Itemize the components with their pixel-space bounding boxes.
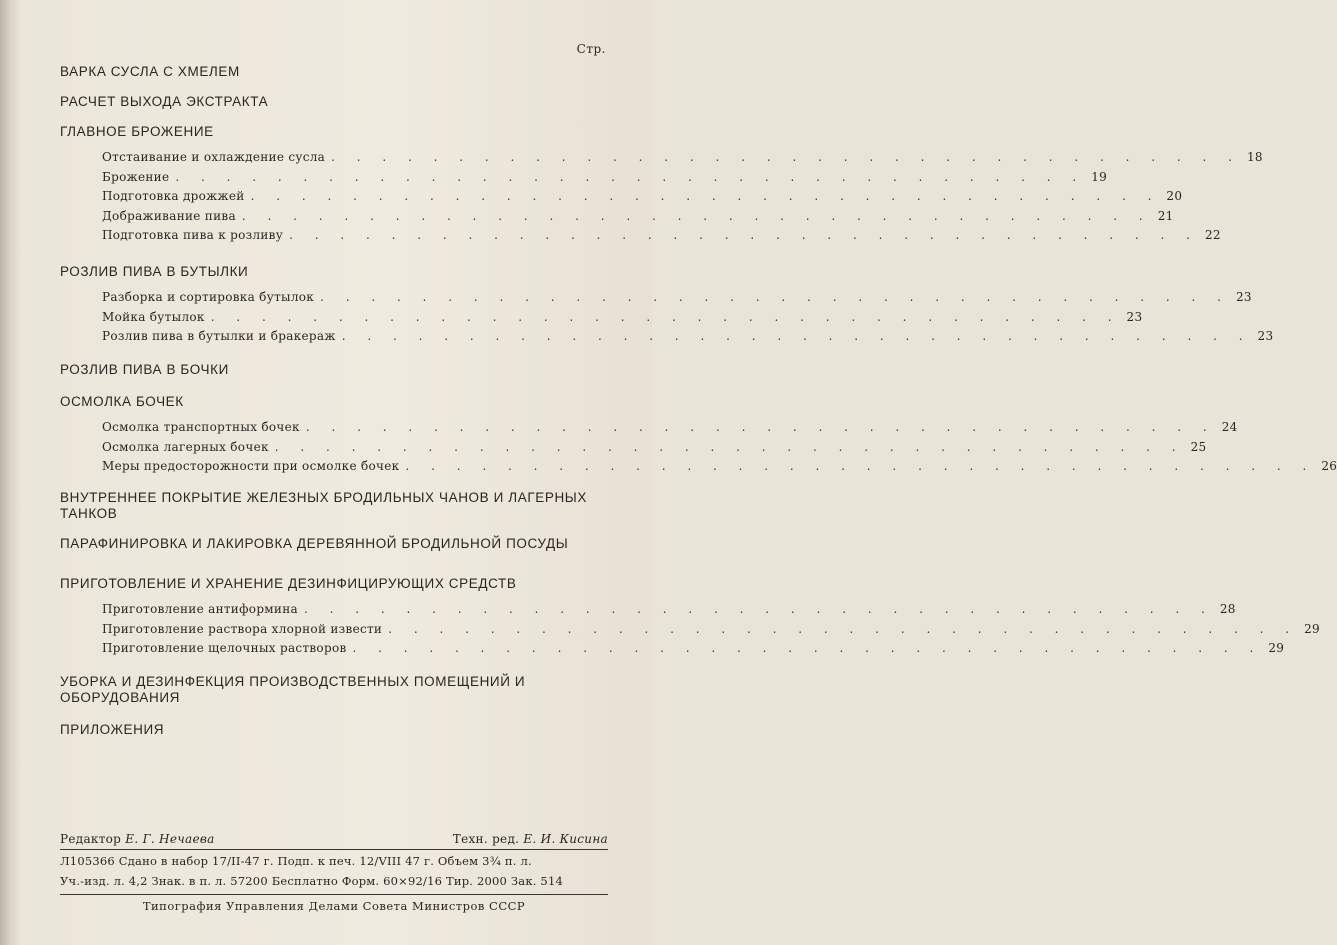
page-column-label: Стр. (576, 42, 606, 56)
imprint-line-1: Л105366 Сдано в набор 17/II-47 г. Подп. к печ. 12/VIII 47 г. Объем 3¾ п. л. (60, 854, 532, 868)
toc-section-title[interactable]: ВАРКА СУСЛА С ХМЕЛЕМ (60, 64, 240, 79)
toc-subsection-list (60, 600, 1320, 659)
toc-entry-page-number: 23 (1257, 329, 1274, 343)
tech-editor (453, 832, 608, 846)
toc-section (60, 394, 1337, 477)
toc-entry-page-number: 28 (1219, 602, 1236, 616)
toc-entry[interactable] (60, 168, 1108, 188)
toc-entry-page-number: 23 (1235, 290, 1252, 304)
editors-line (60, 832, 608, 850)
toc-entry[interactable] (60, 187, 1183, 207)
toc-section-title[interactable]: УБОРКА И ДЕЗИНФЕКЦИЯ ПРОИЗВОДСТВЕННЫХ ПОМЕЩЕНИЙ И ОБОРУДОВАНИЯ (60, 674, 526, 705)
toc-section-title[interactable]: ПРИЛОЖЕНИЯ (60, 722, 165, 737)
colophon (60, 832, 608, 913)
toc-section (60, 64, 610, 80)
printer-line: Типография Управления Делами Совета Министров СССР (60, 894, 608, 913)
dot-leader: . . . . . . . . . . . . . . . . . . . . . . . . . . . . . . . . . . . . (341, 329, 1252, 343)
toc-section-title[interactable]: ГЛАВНОЕ БРОЖЕНИЕ (60, 124, 214, 139)
dot-leader: . . . . . . . . . . . . . . . . . . . . . . . . . . . . . . . . . . . . (289, 228, 1199, 242)
toc-entry-page-number: 29 (1304, 621, 1320, 636)
dot-leader: . . . . . . . . . . . . . . . . . . . . . . . . . . . . . . . . . . . . (331, 150, 1241, 164)
toc-entry-label: Дображивание пива (102, 208, 236, 223)
toc-entry[interactable] (60, 438, 1207, 458)
toc-section (60, 94, 610, 110)
toc-section-title[interactable]: РОЗЛИВ ПИВА В БОЧКИ (60, 362, 229, 377)
toc-entry-page-number: 25 (1190, 439, 1207, 454)
dot-leader: . . . . . . . . . . . . . . . . . . . . . . . . . . . . . . . . . . . . (175, 169, 1086, 184)
toc-entry-page-number: 22 (1204, 228, 1221, 242)
toc-section-title[interactable]: ПРИГОТОВЛЕНИЕ И ХРАНЕНИЕ ДЕЗИНФИЦИРУЮЩИХ СРЕДСТВ (60, 576, 517, 591)
toc-entry-label: Приготовление щелочных растворов (102, 641, 347, 655)
toc-entry-page-number: 24 (1221, 420, 1238, 434)
toc-entry-page-number: 20 (1166, 189, 1183, 203)
toc-entry[interactable] (60, 457, 1337, 477)
toc-subsection-list (60, 418, 1337, 477)
toc-entry[interactable] (60, 327, 1274, 347)
toc-entry[interactable] (60, 418, 1238, 438)
toc-section (60, 362, 610, 378)
toc-entry[interactable] (60, 308, 1143, 328)
imprint-line-2: Уч.-изд. л. 4,2 Знак. в п. л. 57200 Бесплатно Форм. 60×92/16 Тир. 2000 Зак. 514 (60, 874, 563, 888)
toc-section (60, 674, 610, 706)
dot-leader: . . . . . . . . . . . . . . . . . . . . . . . . . . . . . . . . . . . . (241, 208, 1152, 223)
toc-entry[interactable] (60, 639, 1285, 659)
dot-leader: . . . . . . . . . . . . . . . . . . . . . . . . . . . . . . . . . . . . (405, 459, 1316, 473)
toc-entry-label: Осмолка лагерных бочек (102, 439, 269, 454)
toc-subsection-list (60, 148, 1263, 246)
dot-leader: . . . . . . . . . . . . . . . . . . . . . . . . . . . . . . . . . . . . (388, 621, 1299, 636)
toc-entry-label: Отстаивание и охлаждение сусла (102, 150, 326, 164)
toc-section-title[interactable]: ОСМОЛКА БОЧЕК (60, 394, 184, 409)
toc-entry-page-number: 19 (1091, 169, 1108, 184)
dot-leader: . . . . . . . . . . . . . . . . . . . . . . . . . . . . . . . . . . . . (320, 290, 1230, 304)
toc-entry[interactable] (60, 288, 1252, 308)
toc-entry-label: Меры предосторожности при осмолке бочек (102, 459, 400, 473)
toc-entry-label: Приготовление антиформина (102, 602, 298, 616)
dot-leader: . . . . . . . . . . . . . . . . . . . . . . . . . . . . . . . . . . . . (305, 420, 1216, 434)
toc-section (60, 576, 1320, 659)
editor (60, 832, 215, 846)
dot-leader: . . . . . . . . . . . . . . . . . . . . . . . . . . . . . . . . . . . . (210, 309, 1121, 324)
toc-entry-page-number: 18 (1246, 150, 1263, 164)
dot-leader: . . . . . . . . . . . . . . . . . . . . . . . . . . . . . . . . . . . . (274, 439, 1185, 454)
toc-entry[interactable] (60, 148, 1263, 168)
toc-section-title[interactable]: РОЗЛИВ ПИВА В БУТЫЛКИ (60, 264, 249, 279)
toc-section (60, 264, 1274, 347)
toc-entry-label: Розлив пива в бутылки и бракераж (102, 329, 336, 343)
dot-leader: . . . . . . . . . . . . . . . . . . . . . . . . . . . . . . . . . . . . (250, 189, 1161, 203)
toc-entry-page-number: 26 (1321, 459, 1337, 473)
toc-entry-page-number: 21 (1157, 208, 1174, 223)
tech-editor-name: Е. И. Кисина (523, 832, 608, 846)
toc-section-title[interactable]: РАСЧЕТ ВЫХОДА ЭКСТРАКТА (60, 94, 269, 109)
editor-label: Редактор (60, 832, 122, 846)
toc-entry[interactable] (60, 226, 1221, 246)
toc-section-title[interactable]: ПАРАФИНИРОВКА И ЛАКИРОВКА ДЕРЕВЯННОЙ БРОДИЛЬНОЙ ПОСУДЫ (60, 536, 569, 551)
dot-leader: . . . . . . . . . . . . . . . . . . . . . . . . . . . . . . . . . . . . (352, 641, 1263, 655)
toc-entry[interactable] (60, 600, 1236, 620)
editor-name: Е. Г. Нечаева (125, 832, 215, 846)
tech-editor-label: Техн. ред. (452, 832, 520, 846)
toc-entry-label: Мойка бутылок (102, 309, 205, 324)
toc-section-title[interactable]: ВНУТРЕННЕЕ ПОКРЫТИЕ ЖЕЛЕЗНЫХ БРОДИЛЬНЫХ ЧАНОВ И ЛАГЕРНЫХ ТАНКОВ (60, 490, 587, 521)
toc-section (60, 490, 610, 522)
toc-entry[interactable] (60, 620, 1320, 640)
toc-section (60, 124, 1263, 246)
toc-entry-label: Брожение (102, 169, 170, 184)
dot-leader: . . . . . . . . . . . . . . . . . . . . . . . . . . . . . . . . . . . . (303, 602, 1214, 616)
toc-entry-label: Подготовка дрожжей (102, 189, 245, 203)
toc-section (60, 536, 610, 552)
toc-entry-label: Осмолка транспортных бочек (102, 420, 300, 434)
toc-section (60, 722, 610, 738)
toc-entry-page-number: 29 (1268, 641, 1285, 655)
toc-entry-label: Разборка и сортировка бутылок (102, 290, 315, 304)
toc-entry[interactable] (60, 207, 1174, 227)
toc-entry-page-number: 23 (1126, 309, 1143, 324)
toc-entry-label: Подготовка пива к розливу (102, 228, 284, 242)
toc-entry-label: Приготовление раствора хлорной извести (102, 621, 383, 636)
toc-subsection-list (60, 288, 1274, 347)
